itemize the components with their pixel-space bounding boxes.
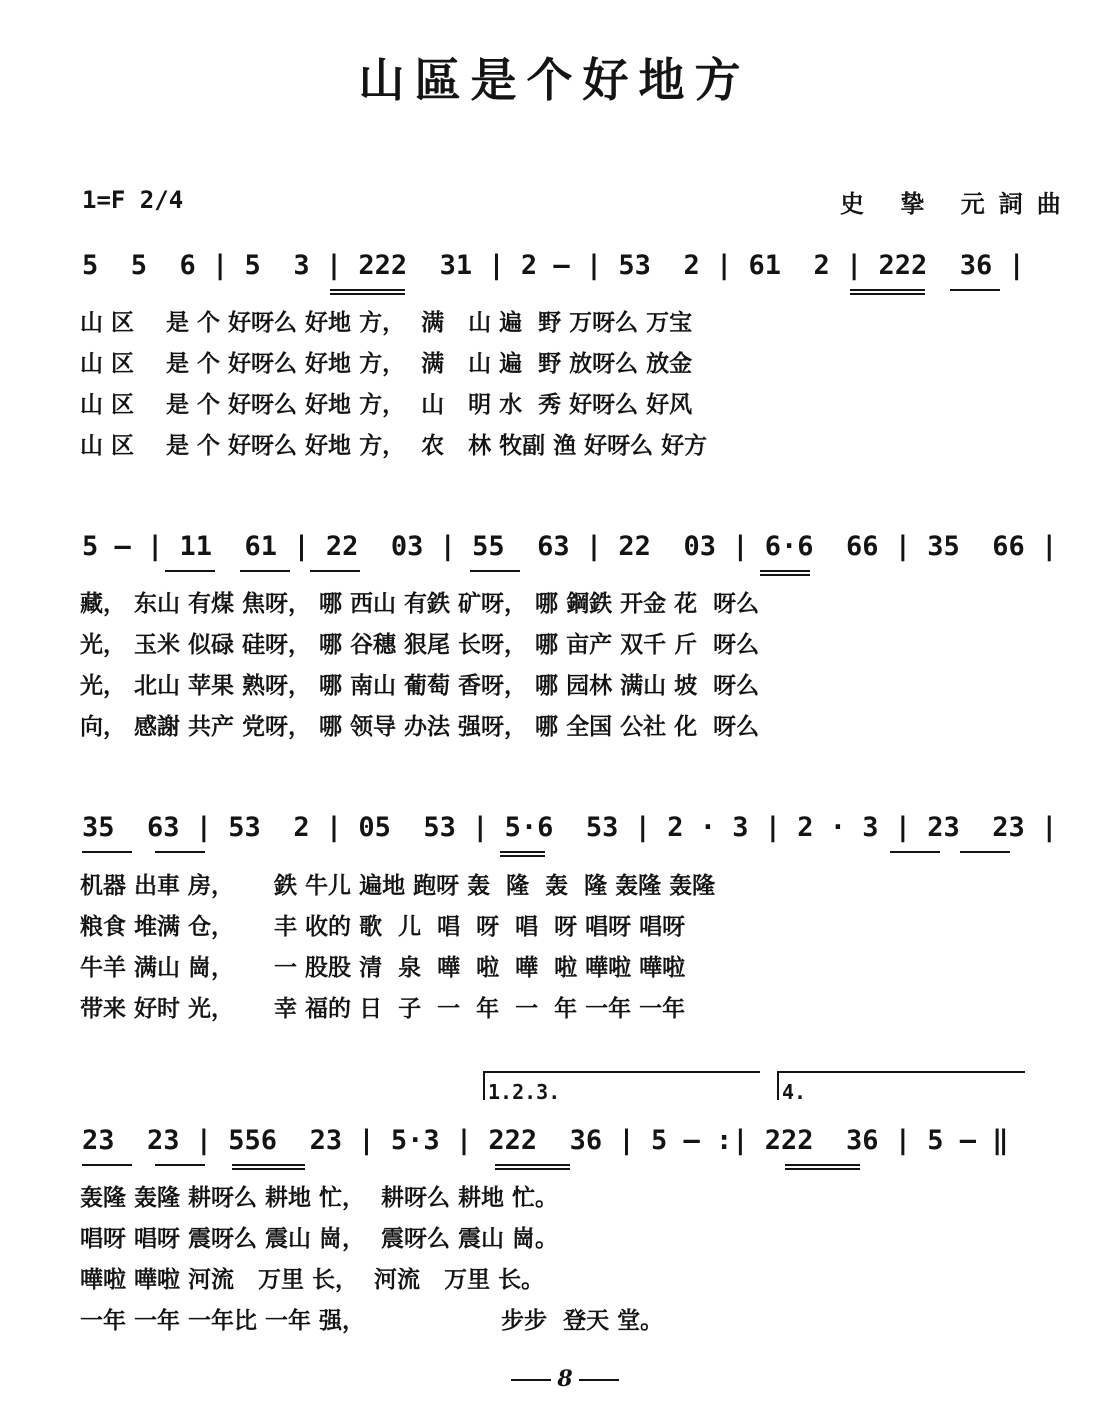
notation-line: 23 23 | 556 23 | 5·3 | 222 36 | 5 — :| 222 36 | 5 — ‖: [82, 1125, 1009, 1156]
lyric-verse-3: 光， 北山 苹果 熟呀， 哪 南山 葡萄 香呀， 哪 园林 满山 坡 呀么: [80, 672, 760, 699]
volta-bracket-first: [484, 1072, 760, 1100]
lyric-verse-1: 轰隆 轰隆 耕呀么 耕地 忙， 耕呀么 耕地 忙。: [80, 1184, 559, 1211]
lyric-verse-4: 一年 一年 一年比 一年 强， 步步 登天 堂。: [80, 1307, 664, 1334]
lyric-verse-2: 唱呀 唱呀 震呀么 震山 崗， 震呀么 震山 崗。: [80, 1225, 559, 1252]
lyric-verse-1: 山 区 是 个 好呀么 好地 方， 满 山 遍 野 万呀么 万宝: [80, 309, 693, 336]
beam-underlines: [82, 290, 1010, 1169]
lyric-verse-4: 带来 好时 光， 幸 福的 日 子 一 年 一 年 一年 一年: [80, 995, 686, 1022]
lyric-verse-3: 嘩啦 嘩啦 河流 万里 长， 河流 万里 长。: [80, 1266, 545, 1293]
lyric-verse-2: 粮食 堆满 仓， 丰 收的 歌 儿 唱 呀 唱 呀 唱呀 唱呀: [80, 913, 686, 940]
lyric-verse-2: 山 区 是 个 好呀么 好地 方， 满 山 遍 野 放呀么 放金: [80, 350, 693, 377]
volta-first-ending: 1.2.3.: [488, 1080, 561, 1104]
lyric-verse-3: 山 区 是 个 好呀么 好地 方， 山 明 水 秀 好呀么 好风: [80, 391, 693, 418]
lyric-verse-1: 机器 出車 房， 鉄 牛儿 遍地 跑呀 轰 隆 轰 隆 轰隆 轰隆: [80, 872, 716, 899]
lyric-verse-4: 向， 感謝 共产 党呀， 哪 领导 办法 强呀， 哪 全国 公社 化 呀么: [80, 713, 760, 740]
volta-bracket-second: [778, 1072, 1025, 1100]
key-signature: 1=F 2/4: [82, 186, 184, 214]
author-credit: 史 挚 元詞曲: [840, 189, 1075, 218]
lyric-verse-2: 光， 玉米 似碌 硅呀， 哪 谷穗 狠尾 长呀， 哪 亩产 双千 斤 呀么: [80, 631, 760, 658]
lyric-verse-4: 山 区 是 个 好呀么 好地 方， 农 林 牧副 渔 好呀么 好方: [80, 432, 708, 459]
page-title: 山區是个好地方: [358, 53, 751, 107]
notation-line: 5 — | 11 61 | 22 03 | 55 63 | 22 03 | 6·6 66 | 35 66 |: [82, 531, 1058, 562]
lyric-verse-3: 牛羊 满山 崗， 一 股股 清 泉 嘩 啦 嘩 啦 嘩啦 嘩啦: [80, 954, 686, 981]
notation-line: 35 63 | 53 2 | 05 53 | 5·6 53 | 2 · 3 | 2 · 3 | 23 23 |: [82, 812, 1058, 843]
notation-line: 5 5 6 | 5 3 | 222 31 | 2 — | 53 2 | 61 2 | 222 36 |: [82, 250, 1025, 281]
lyric-verse-1: 藏， 东山 有煤 焦呀， 哪 西山 有鉄 矿呀， 哪 鋼鉄 开金 花 呀么: [80, 590, 760, 617]
volta-second-ending: 4.: [782, 1080, 807, 1104]
page-number: 8: [500, 1366, 630, 1392]
